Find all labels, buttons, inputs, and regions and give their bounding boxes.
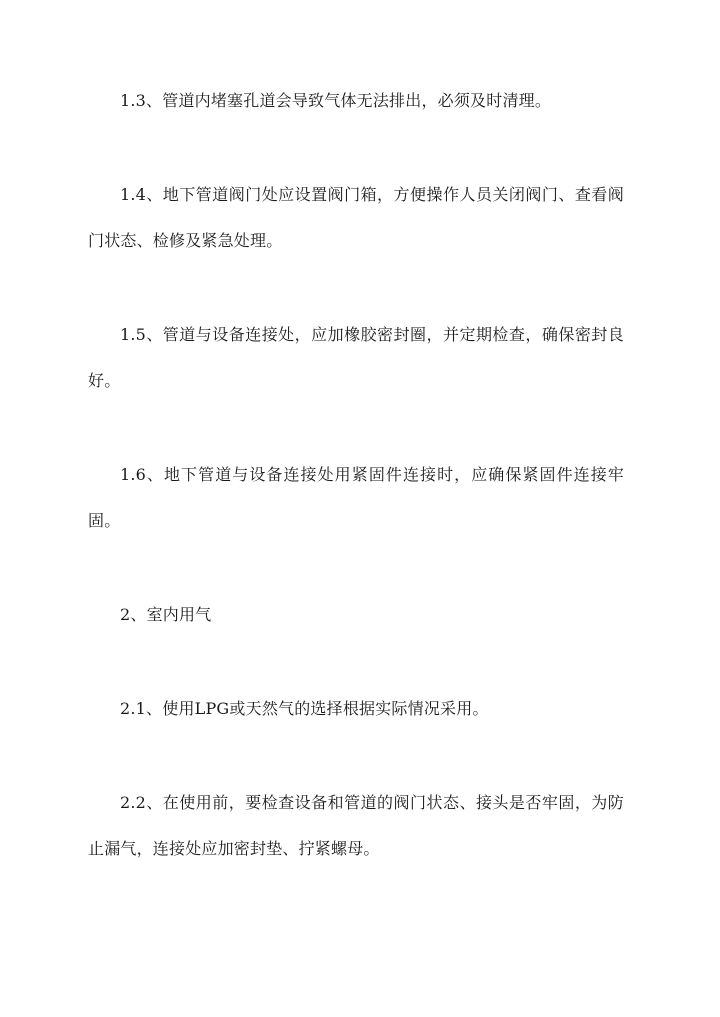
paragraph-2-1: 2.1、使用LPG或天然气的选择根据实际情况采用。 <box>120 699 489 718</box>
paragraph-2-2: 2.2、在使用前，要检查设备和管道的阀门状态、接头是否牢固，为防止漏气，连接处应加密封垫、拧紧螺母。 <box>88 793 624 858</box>
section-heading-indoor-gas: 2、室内用气 <box>120 605 212 624</box>
paragraph-1-6: 1.6、地下管道与设备连接处用紧固件连接时，应确保紧固件连接牢固。 <box>88 465 624 530</box>
paragraph-1-5: 1.5、管道与设备连接处，应加橡胶密封圈，并定期检查，确保密封良好。 <box>88 325 624 390</box>
paragraph-1-3: 1.3、管道内堵塞孔道会导致气体无法排出，必须及时清理。 <box>120 91 552 110</box>
paragraph-1-4: 1.4、地下管道阀门处应设置阀门箱，方便操作人员关闭阀门、查看阀门状态、检修及紧急处理。 <box>88 185 624 250</box>
